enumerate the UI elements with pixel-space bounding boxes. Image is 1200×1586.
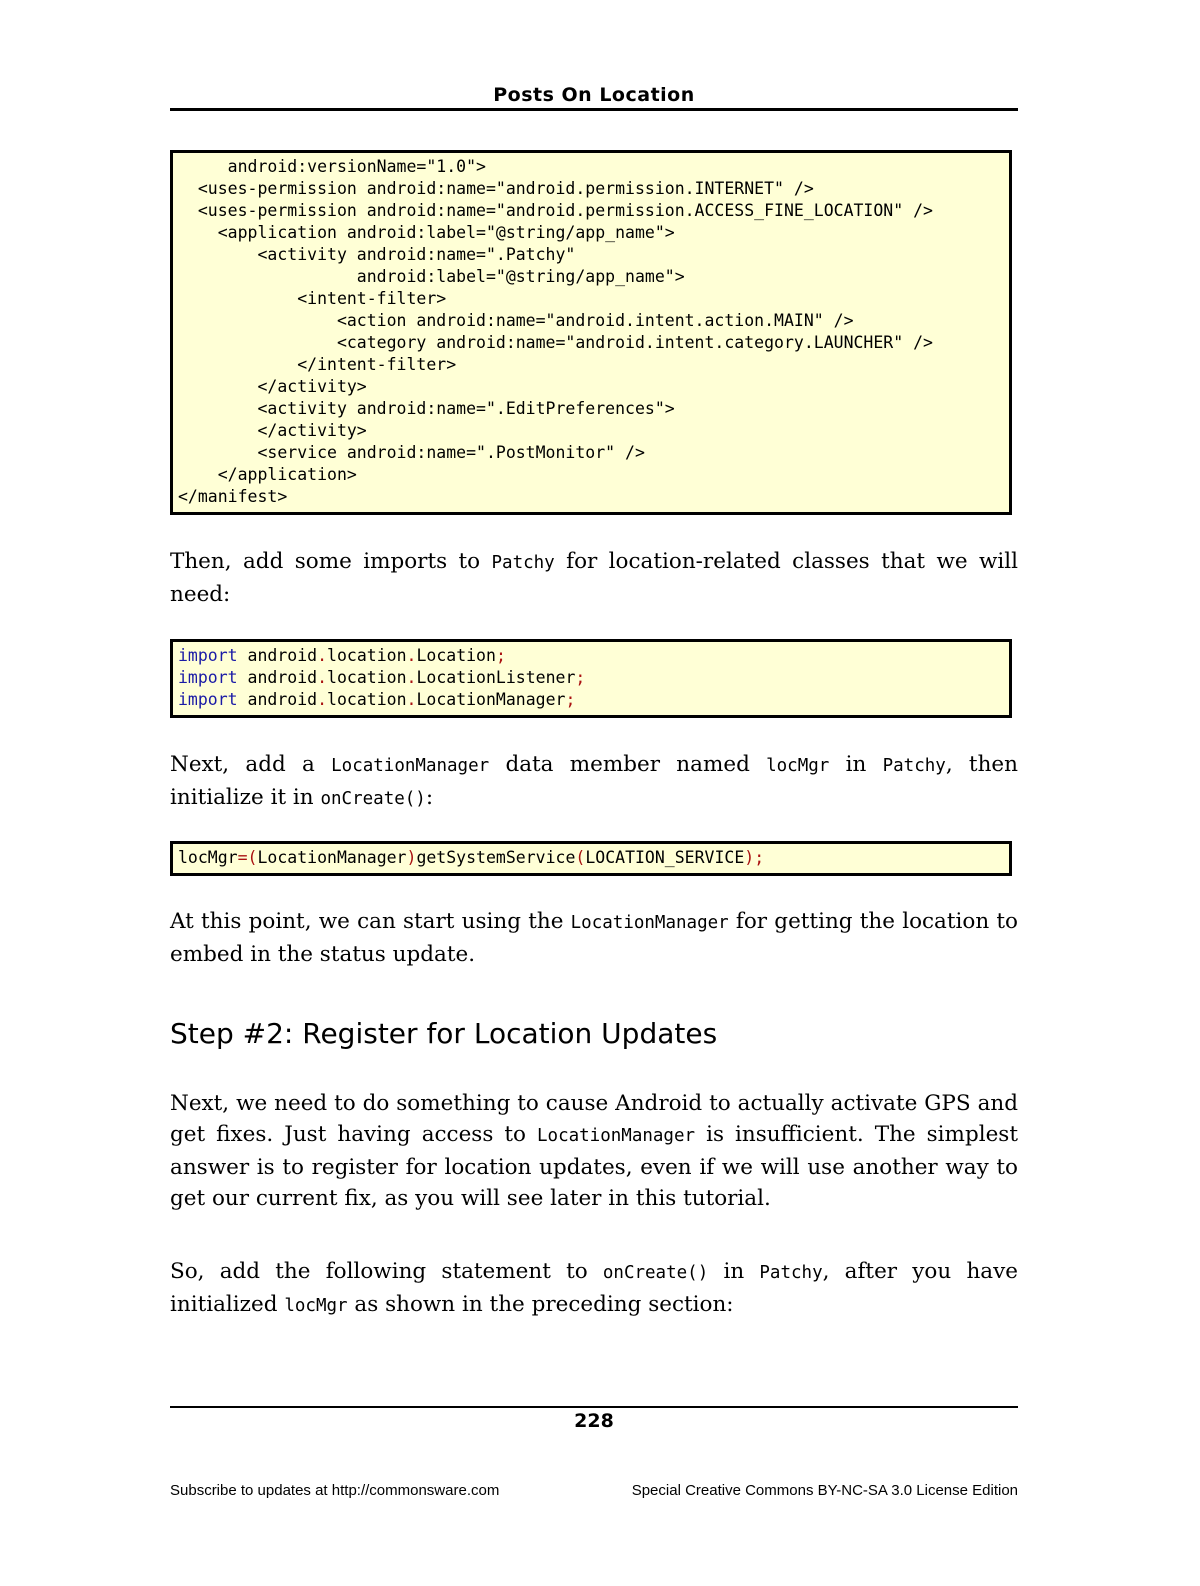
code-line: android:label="@string/app_name"> xyxy=(178,267,685,286)
paragraph-at-this-point: At this point, we can start using the LocationManager for getting the location to embed in the status update. xyxy=(170,909,1018,967)
paragraph-locationmanager: Next, add a LocationManager data member named locMgr in Patchy, then initialize it in onCreate(): xyxy=(170,752,1018,810)
inline-code: locMgr xyxy=(284,1296,348,1316)
paragraph-imports-intro: Then, add some imports to Patchy for location-related classes that we will need: xyxy=(170,549,1018,607)
footer-rule xyxy=(170,1406,1018,1408)
code-line: <activity android:name=".Patchy" xyxy=(178,245,576,264)
code-line: <uses-permission android:name="android.permission.INTERNET" /> xyxy=(178,179,814,198)
init-code-block xyxy=(170,841,1012,876)
running-header: Posts On Location xyxy=(493,84,695,106)
code-line: </application> xyxy=(178,465,357,484)
code-line: </intent-filter> xyxy=(178,355,457,374)
inline-code: onCreate() xyxy=(320,789,426,809)
footer-subscribe-text: Subscribe to updates at http://commonsware.com xyxy=(170,1482,500,1499)
code-line: import android.location.Location; xyxy=(178,646,506,665)
inline-code: Patchy xyxy=(759,1263,823,1283)
inline-code: Patchy xyxy=(882,756,946,776)
inline-code: LocationManager xyxy=(570,913,729,933)
code-line: android:versionName="1.0"> xyxy=(178,157,486,176)
code-line: locMgr=(LocationManager)getSystemService(LOCATION_SERVICE); xyxy=(178,848,765,867)
paragraph-add-statement: So, add the following statement to onCreate() in Patchy, after you have initialized locMgr as shown in the preceding section: xyxy=(170,1259,1018,1317)
inline-code: LocationManager xyxy=(331,756,490,776)
imports-code-block xyxy=(170,639,1012,718)
header-rule xyxy=(170,108,1018,111)
inline-code: locMgr xyxy=(766,756,830,776)
code-line: import android.location.LocationListener; xyxy=(178,668,586,687)
code-line: <intent-filter> xyxy=(178,289,447,308)
code-line: </manifest> xyxy=(178,487,288,506)
code-line: </activity> xyxy=(178,421,367,440)
code-line: <uses-permission android:name="android.permission.ACCESS_FINE_LOCATION" /> xyxy=(178,201,933,220)
code-line: </activity> xyxy=(178,377,367,396)
inline-code: Patchy xyxy=(491,553,555,573)
code-line: import android.location.LocationManager; xyxy=(178,690,576,709)
paragraph-register: Next, we need to do something to cause Android to actually activate GPS and get fixes. Just having access to LocationManager is insufficient. The simplest answer is to register for location updates, even if we will use another way to get our current fix, as you will see later in this tutorial. xyxy=(170,1091,1018,1211)
code-line: <activity android:name=".EditPreferences"> xyxy=(178,399,675,418)
manifest-code-block xyxy=(170,150,1012,515)
inline-code: onCreate() xyxy=(602,1263,709,1283)
code-line: <application android:label="@string/app_name"> xyxy=(178,223,675,242)
code-line: <category android:name="android.intent.category.LAUNCHER" /> xyxy=(178,333,933,352)
footer-license-text: Special Creative Commons BY-NC-SA 3.0 License Edition xyxy=(631,1482,1018,1499)
page-number: 228 xyxy=(574,1410,614,1432)
section-heading: Step #2: Register for Location Updates xyxy=(170,1017,718,1050)
code-line: <action android:name="android.intent.action.MAIN" /> xyxy=(178,311,854,330)
code-line: <service android:name=".PostMonitor" /> xyxy=(178,443,645,462)
inline-code: LocationManager xyxy=(537,1126,696,1146)
